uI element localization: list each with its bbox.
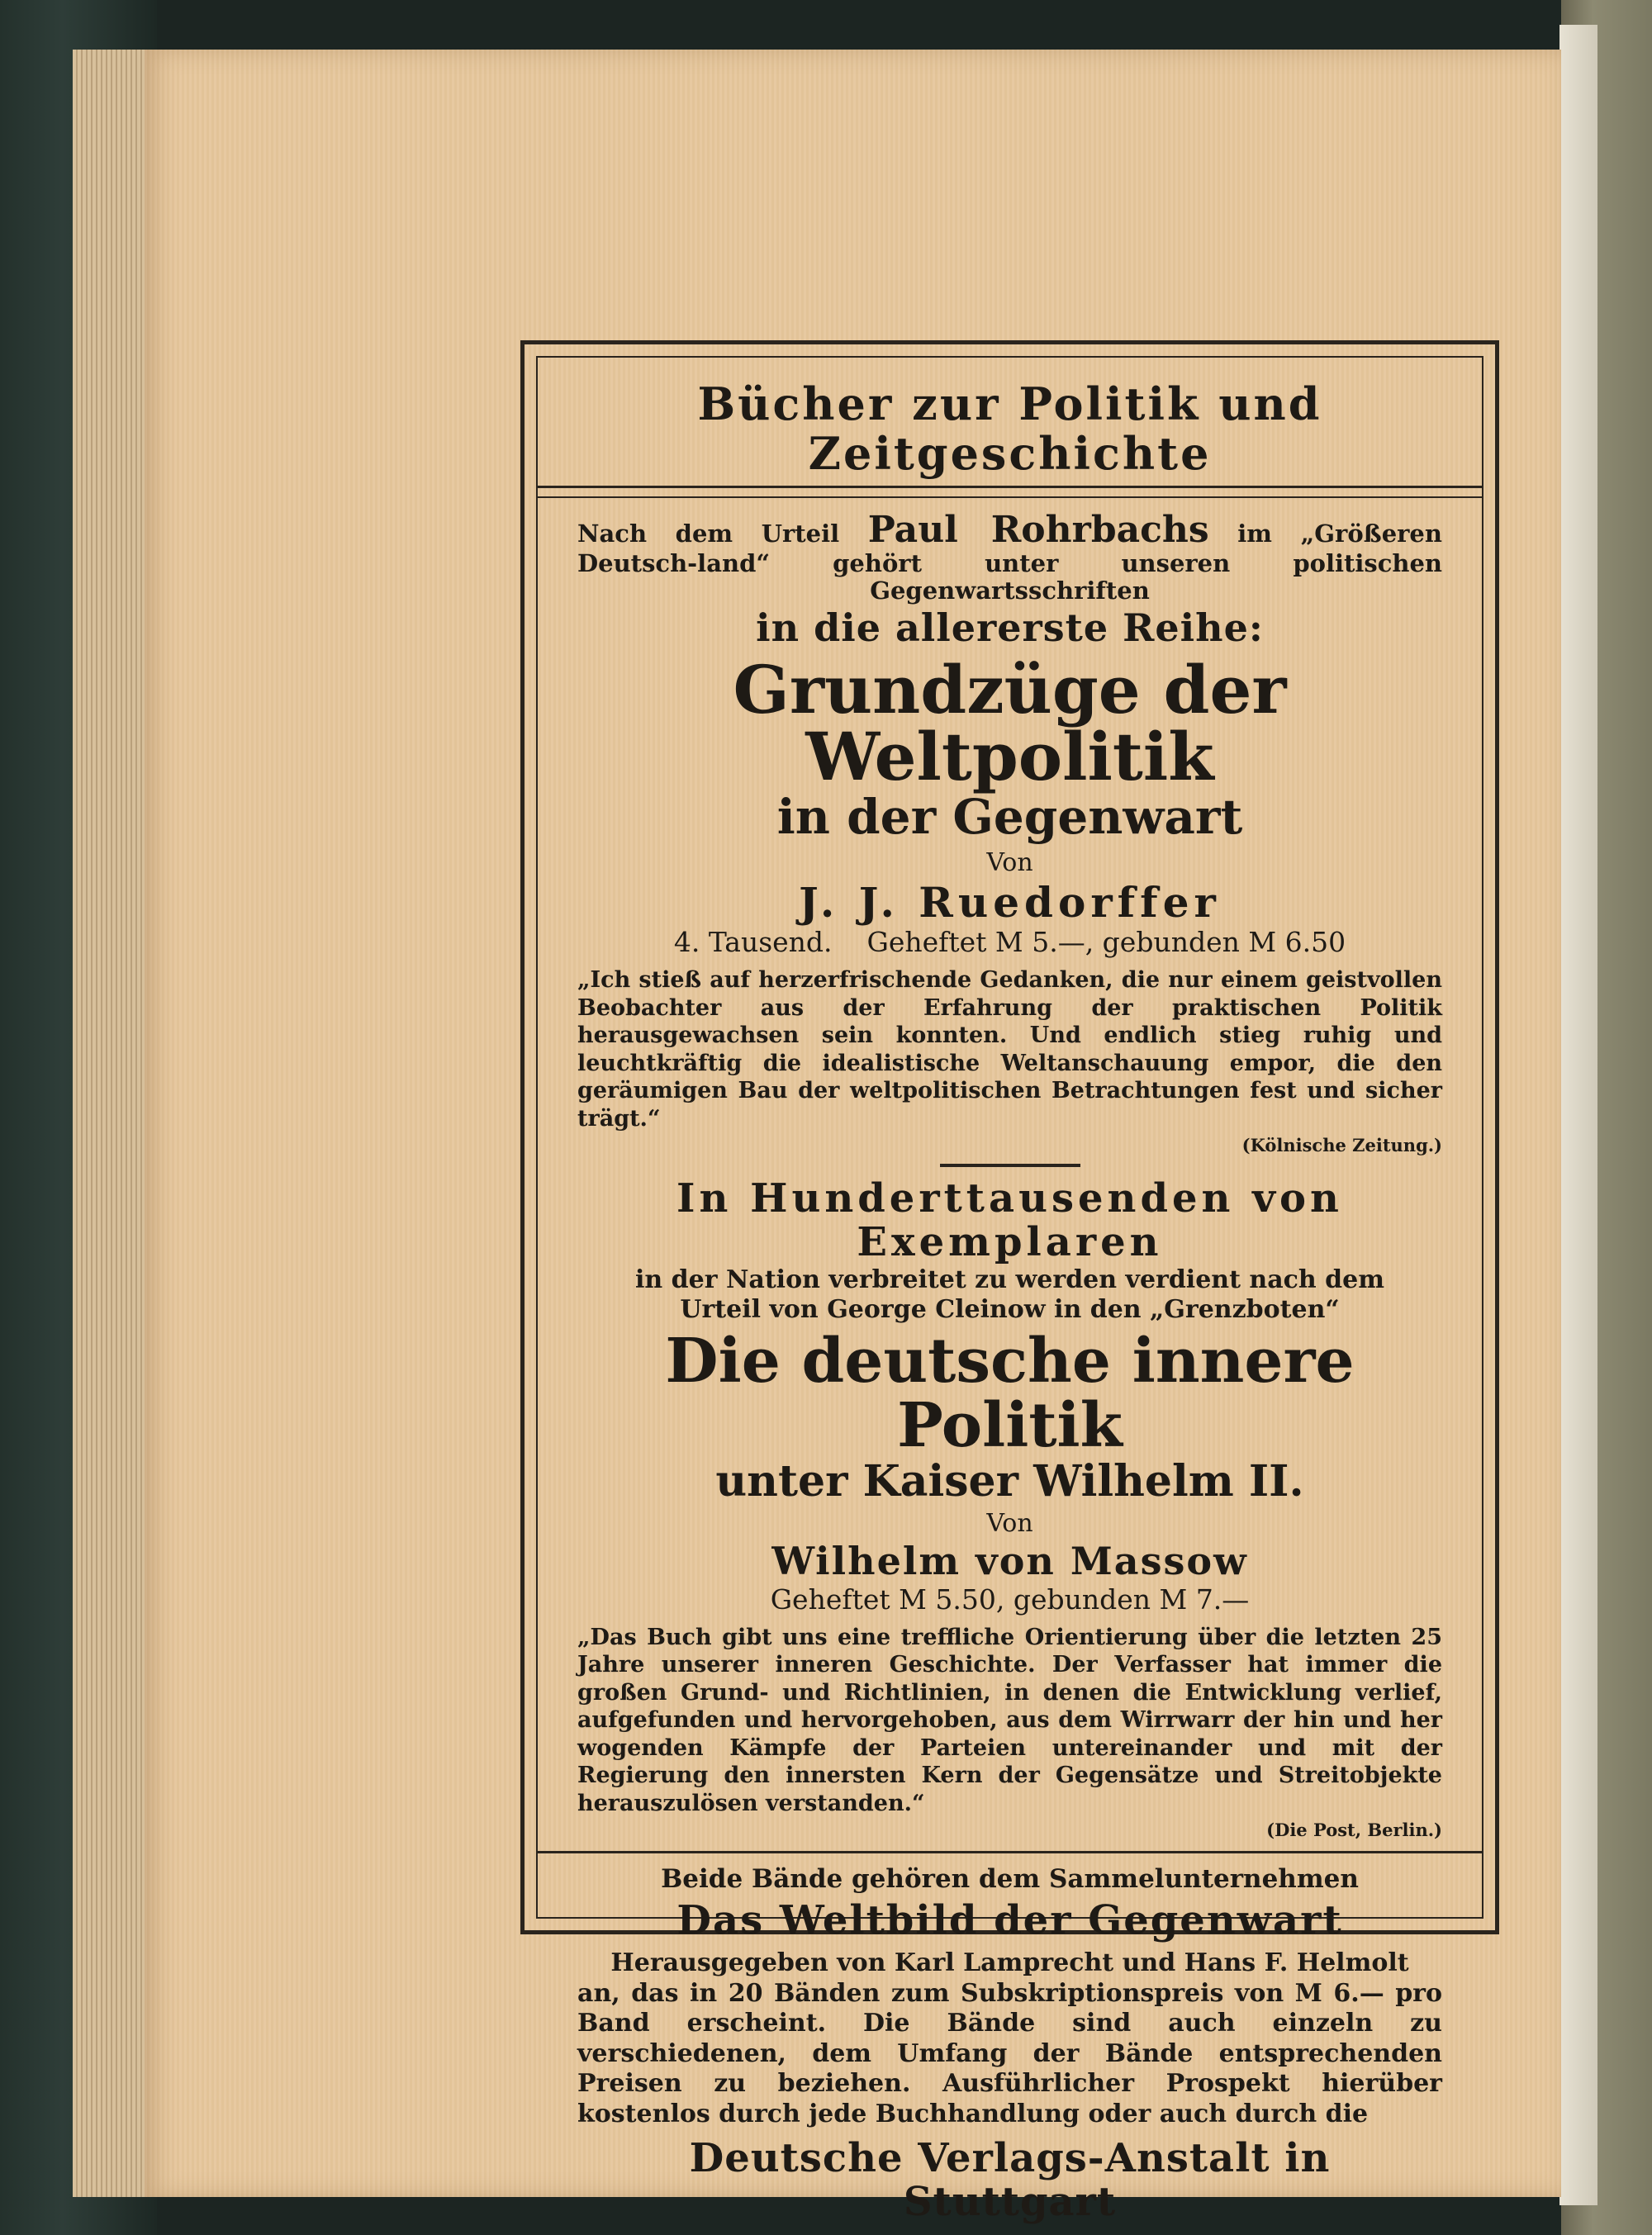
book2-source: (Die Post, Berlin.) <box>1266 1819 1442 1840</box>
footer-text: an, das in 20 Bänden zum Subskriptionspreis von M 6.— pro Band erscheint. Die Bände sind auch einzeln zu verschiedenen, dem Umfang der Bände entsprechenden Preisen zu beziehen. Ausführlicher Prospekt hierüber kostenlos durch jede Buchhandlung oder auch durch die <box>577 1978 1442 2128</box>
book1-quote: „Ich stieß auf herzerfrischende Gedanken, die nur einem geistvollen Beobachter aus der Erfahrung der praktischen Politik herausgewachsen sein konnten. Und endlich stieg ruhig und leuchtkräftig die idealistische Weltanschauung empor, die den geräumigen Bau der weltpolitischen Betrachtungen fest und sicher trägt.“ <box>577 967 1442 1132</box>
book1-intro <box>577 510 1442 604</box>
advertisement-inner <box>536 356 1483 2226</box>
book2-section <box>577 1174 1442 1840</box>
book2-price: Geheftet M 5.50, gebunden M 7.— <box>770 1583 1250 1616</box>
book1-author: J. J. Ruedorffer <box>799 878 1221 928</box>
book1-title-line2: in der Gegenwart <box>776 788 1243 845</box>
book2-headline: In Hunderttausenden von Exemplaren <box>676 1174 1343 1266</box>
book1-intro-name: Paul Rohrbachs <box>867 508 1209 551</box>
book2-title-line2: unter Kaiser Wilhelm II. <box>715 1456 1304 1507</box>
advertisement-frame <box>520 340 1499 2226</box>
book-page <box>145 50 1561 2226</box>
footer-publisher: Deutsche Verlags-Anstalt in Stuttgart <box>689 2134 1331 2226</box>
spine-strip <box>1559 25 1597 2205</box>
book1-intro-b: im „Größeren Deutsch-land“ gehört unter unseren politischen Gegenwartsschriften <box>577 519 1442 605</box>
footer-rule <box>538 1851 1482 1853</box>
book1-title-line1: Grundzüge der Weltpolitik <box>733 650 1287 796</box>
footer-series-title: Das Weltbild der Gegenwart <box>676 1897 1343 1944</box>
footer-editors: Herausgegeben von Karl Lamprecht und Hans F. Helmolt <box>610 1948 1409 1977</box>
book1-source: (Kölnische Zeitung.) <box>1241 1135 1442 1155</box>
book1-section <box>577 510 1442 1155</box>
book1-intro-a: Nach dem Urteil <box>577 519 840 548</box>
header-rule <box>538 486 1482 498</box>
footer-section <box>577 1865 1442 2225</box>
book2-intro-line1: in der Nation verbreitet zu werden verdient nach dem <box>635 1265 1384 1295</box>
section-divider <box>940 1164 1080 1167</box>
book2-title-line1: Die deutsche innere Politik <box>665 1326 1355 1461</box>
book2-intro-line2: Urteil von George Cleinow in den „Grenzboten“ <box>680 1295 1340 1325</box>
book1-price: 4. Tausend. Geheftet M 5.—, gebunden M 6.50 <box>673 926 1346 959</box>
book1-von: Von <box>986 847 1033 877</box>
book2-von: Von <box>986 1508 1033 1538</box>
book2-author: Wilhelm von Massow <box>771 1539 1248 1584</box>
ad-header: Bücher zur Politik und Zeitgeschichte <box>697 377 1322 481</box>
book1-intro-c: in die allererste Reihe: <box>756 605 1264 651</box>
footer-line1: Beide Bände gehören dem Sammelunternehmen <box>661 1864 1359 1895</box>
book2-quote: „Das Buch gibt uns eine treffliche Orientierung über die letzten 25 Jahre unserer inneren Geschichte. Der Verfasser hat immer die großen Grund- und Richtlinien, in denen die Entwicklung verlief, aufgefunden und hervorgehoben, aus dem Wirrwarr der hin und her wogenden Kämpfe der Parteien untereinander und mit der Regierung den innersten Kern der Gegensätze und Streitobjekte herauszulösen verstanden.“ <box>577 1624 1442 1816</box>
